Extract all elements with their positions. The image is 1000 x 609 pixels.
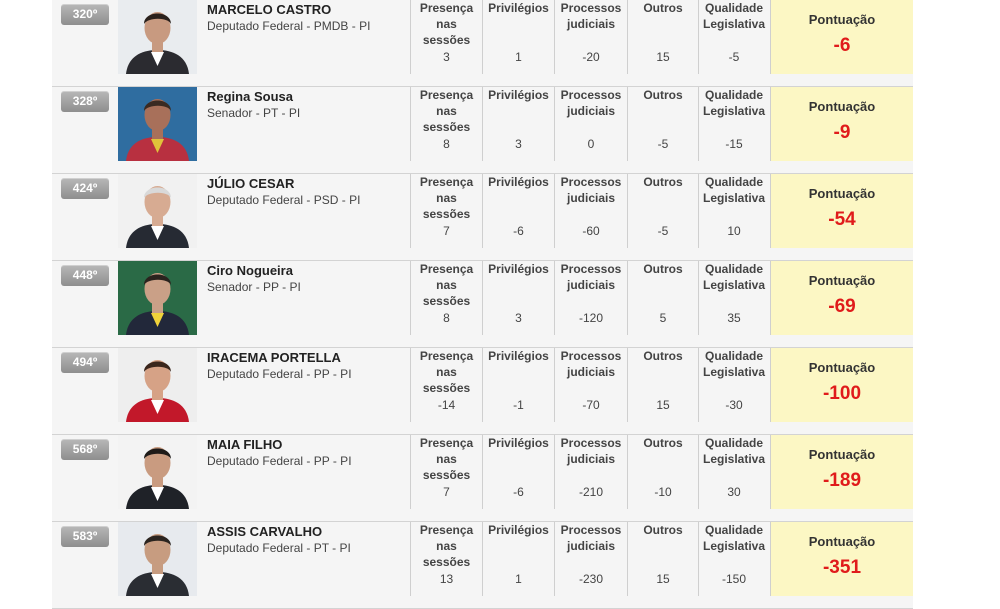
rank-badge: 320º (61, 4, 109, 25)
stat-qualidade (698, 87, 769, 161)
stat-label: Processos judiciais (560, 436, 622, 466)
stat-processos (554, 522, 627, 596)
politician-role: Deputado Federal - PMDB - PI (207, 19, 371, 33)
politician-photo[interactable] (118, 174, 197, 248)
stat-value: -60 (582, 224, 600, 238)
stat-label: Presença nas sessões (419, 523, 474, 569)
stat-label: Presença nas sessões (419, 1, 474, 47)
politician-role: Senador - PP - PI (207, 280, 301, 294)
stat-value: 35 (727, 311, 741, 325)
stat-qualidade (698, 522, 769, 596)
portrait-image (118, 261, 197, 335)
stat-value: -70 (582, 398, 600, 412)
stat-label: Processos judiciais (560, 262, 622, 292)
stat-label: Outros (643, 349, 683, 363)
stat-label: Presença nas sessões (419, 436, 474, 482)
politician-photo[interactable] (118, 522, 197, 596)
politician-name[interactable]: IRACEMA PORTELLA (207, 350, 341, 365)
politician-role: Deputado Federal - PT - PI (207, 541, 351, 555)
politician-name[interactable]: Ciro Nogueira (207, 263, 293, 278)
portrait-image (118, 435, 197, 509)
stat-value: -6 (513, 485, 524, 499)
politician-name[interactable]: JÚLIO CESAR (207, 176, 295, 191)
stat-label: Presença nas sessões (419, 349, 474, 395)
score-box (770, 0, 913, 74)
rank-badge: 448º (61, 265, 109, 286)
rank-badge: 328º (61, 91, 109, 112)
stat-value: -6 (513, 224, 524, 238)
politician-photo[interactable] (118, 435, 197, 509)
stat-value: -1 (513, 398, 524, 412)
stat-label: Qualidade Legislativa (702, 262, 766, 292)
stat-value: -30 (725, 398, 743, 412)
stat-outros (627, 87, 698, 161)
stat-label: Qualidade Legislativa (702, 175, 766, 205)
stat-label: Privilégios (488, 1, 549, 15)
score-value: -6 (833, 35, 851, 56)
stat-label: Presença nas sessões (419, 88, 474, 134)
score-label: Pontuação (808, 273, 876, 288)
score-box (770, 87, 913, 161)
stat-label: Processos judiciais (560, 523, 622, 553)
politician-row[interactable] (52, 0, 913, 87)
stat-privilegios (482, 261, 554, 335)
stat-qualidade (698, 435, 769, 509)
stat-privilegios (482, 87, 554, 161)
score-value: -189 (822, 470, 862, 491)
stat-value: 15 (656, 572, 670, 586)
stat-value: 3 (515, 311, 522, 325)
stat-presenca (410, 348, 482, 422)
stat-qualidade (698, 174, 769, 248)
score-label: Pontuação (808, 534, 876, 549)
politician-row[interactable] (52, 348, 913, 435)
stat-value: 15 (656, 398, 670, 412)
stat-value: -14 (437, 398, 456, 412)
stat-label: Qualidade Legislativa (702, 436, 766, 466)
stat-processos (554, 435, 627, 509)
stat-presenca (410, 87, 482, 161)
stat-privilegios (482, 435, 554, 509)
politician-role: Deputado Federal - PP - PI (207, 367, 352, 381)
stat-presenca (410, 261, 482, 335)
stat-value: 8 (443, 311, 450, 325)
rank-badge: 424º (61, 178, 109, 199)
politician-name[interactable]: Regina Sousa (207, 89, 293, 104)
politician-row[interactable] (52, 261, 913, 348)
score-value: -351 (822, 557, 862, 578)
stat-label: Privilégios (488, 88, 549, 102)
portrait-image (118, 174, 197, 248)
stat-outros (627, 348, 698, 422)
score-label: Pontuação (808, 360, 876, 375)
stat-label: Outros (643, 262, 683, 276)
portrait-image (118, 0, 197, 74)
stat-privilegios (482, 348, 554, 422)
politician-photo[interactable] (118, 87, 197, 161)
stat-presenca (410, 435, 482, 509)
stat-value: -120 (578, 311, 604, 325)
stat-label: Outros (643, 523, 683, 537)
stat-processos (554, 87, 627, 161)
politician-row[interactable] (52, 87, 913, 174)
stat-qualidade (698, 261, 769, 335)
stat-value: -5 (657, 224, 669, 238)
stat-value: 1 (515, 50, 522, 64)
stat-label: Processos judiciais (560, 349, 622, 379)
score-label: Pontuação (808, 12, 876, 27)
stat-value: 8 (443, 137, 450, 151)
portrait-image (118, 87, 197, 161)
stat-value: -150 (721, 572, 747, 586)
politician-role: Senador - PT - PI (207, 106, 301, 120)
stat-label: Processos judiciais (560, 1, 622, 31)
stat-value: 1 (515, 572, 522, 586)
stat-value: 7 (443, 224, 450, 238)
score-value: -100 (822, 383, 862, 404)
stat-qualidade (698, 348, 769, 422)
stat-outros (627, 174, 698, 248)
politician-name[interactable]: MARCELO CASTRO (207, 2, 332, 17)
stat-processos (554, 261, 627, 335)
rank-badge: 494º (61, 352, 109, 373)
stat-outros (627, 435, 698, 509)
stat-privilegios (482, 522, 554, 596)
stat-qualidade (698, 0, 769, 74)
stat-label: Qualidade Legislativa (702, 349, 766, 379)
score-box (770, 348, 913, 422)
politician-name[interactable]: ASSIS CARVALHO (207, 524, 323, 539)
stat-value: 15 (656, 50, 670, 64)
score-box (770, 174, 913, 248)
score-box (770, 522, 913, 596)
stat-label: Qualidade Legislativa (702, 88, 766, 118)
stat-label: Privilégios (488, 436, 549, 450)
stat-presenca (410, 174, 482, 248)
politician-row[interactable] (52, 435, 913, 522)
politician-row[interactable] (52, 174, 913, 261)
stat-label: Qualidade Legislativa (702, 1, 766, 31)
stat-value: 0 (587, 137, 595, 151)
stat-value: 30 (727, 485, 741, 499)
stat-privilegios (482, 0, 554, 74)
stat-label: Privilégios (488, 349, 549, 363)
stat-value: 5 (659, 311, 667, 325)
stat-presenca (410, 0, 482, 74)
politician-ranking-list (52, 0, 913, 609)
stat-value: -5 (657, 137, 669, 151)
stat-label: Outros (643, 1, 683, 15)
stat-value: -210 (578, 485, 604, 499)
stat-value: -5 (728, 50, 740, 64)
stat-label: Privilégios (488, 262, 549, 276)
stat-value: 7 (443, 485, 450, 499)
stat-processos (554, 348, 627, 422)
score-box (770, 261, 913, 335)
stat-value: 10 (727, 224, 741, 238)
rank-badge: 583º (61, 526, 109, 547)
stat-label: Privilégios (488, 175, 549, 189)
score-value: -69 (828, 296, 856, 317)
stat-value: 3 (443, 50, 450, 64)
portrait-image (118, 348, 197, 422)
stat-value: 13 (439, 572, 454, 586)
stat-value: -20 (582, 50, 600, 64)
politician-photo[interactable] (118, 348, 197, 422)
stat-outros (627, 261, 698, 335)
politician-photo[interactable] (118, 0, 197, 74)
stat-label: Outros (643, 175, 683, 189)
score-box (770, 435, 913, 509)
stat-value: -15 (725, 137, 743, 151)
stat-privilegios (482, 174, 554, 248)
politician-role: Deputado Federal - PSD - PI (207, 193, 361, 207)
stat-label: Outros (643, 436, 683, 450)
stat-label: Processos judiciais (560, 175, 622, 205)
stat-label: Presença nas sessões (419, 262, 474, 308)
stat-label: Processos judiciais (560, 88, 622, 118)
stat-outros (627, 522, 698, 596)
stat-value: 3 (515, 137, 522, 151)
score-value: -54 (828, 209, 856, 230)
score-value: -9 (833, 122, 851, 143)
politician-photo[interactable] (118, 261, 197, 335)
rank-badge: 568º (61, 439, 109, 460)
stat-processos (554, 0, 627, 74)
score-label: Pontuação (808, 186, 876, 201)
politician-role: Deputado Federal - PP - PI (207, 454, 352, 468)
stat-processos (554, 174, 627, 248)
stat-label: Privilégios (488, 523, 549, 537)
stat-value: -10 (654, 485, 672, 499)
politician-name[interactable]: MAIA FILHO (207, 437, 283, 452)
portrait-image (118, 522, 197, 596)
score-label: Pontuação (808, 99, 876, 114)
stat-label: Outros (643, 88, 683, 102)
stat-label: Qualidade Legislativa (702, 523, 766, 553)
stat-value: -230 (578, 572, 604, 586)
politician-row[interactable] (52, 522, 913, 609)
stat-presenca (410, 522, 482, 596)
stat-outros (627, 0, 698, 74)
score-label: Pontuação (808, 447, 876, 462)
stat-label: Presença nas sessões (419, 175, 474, 221)
